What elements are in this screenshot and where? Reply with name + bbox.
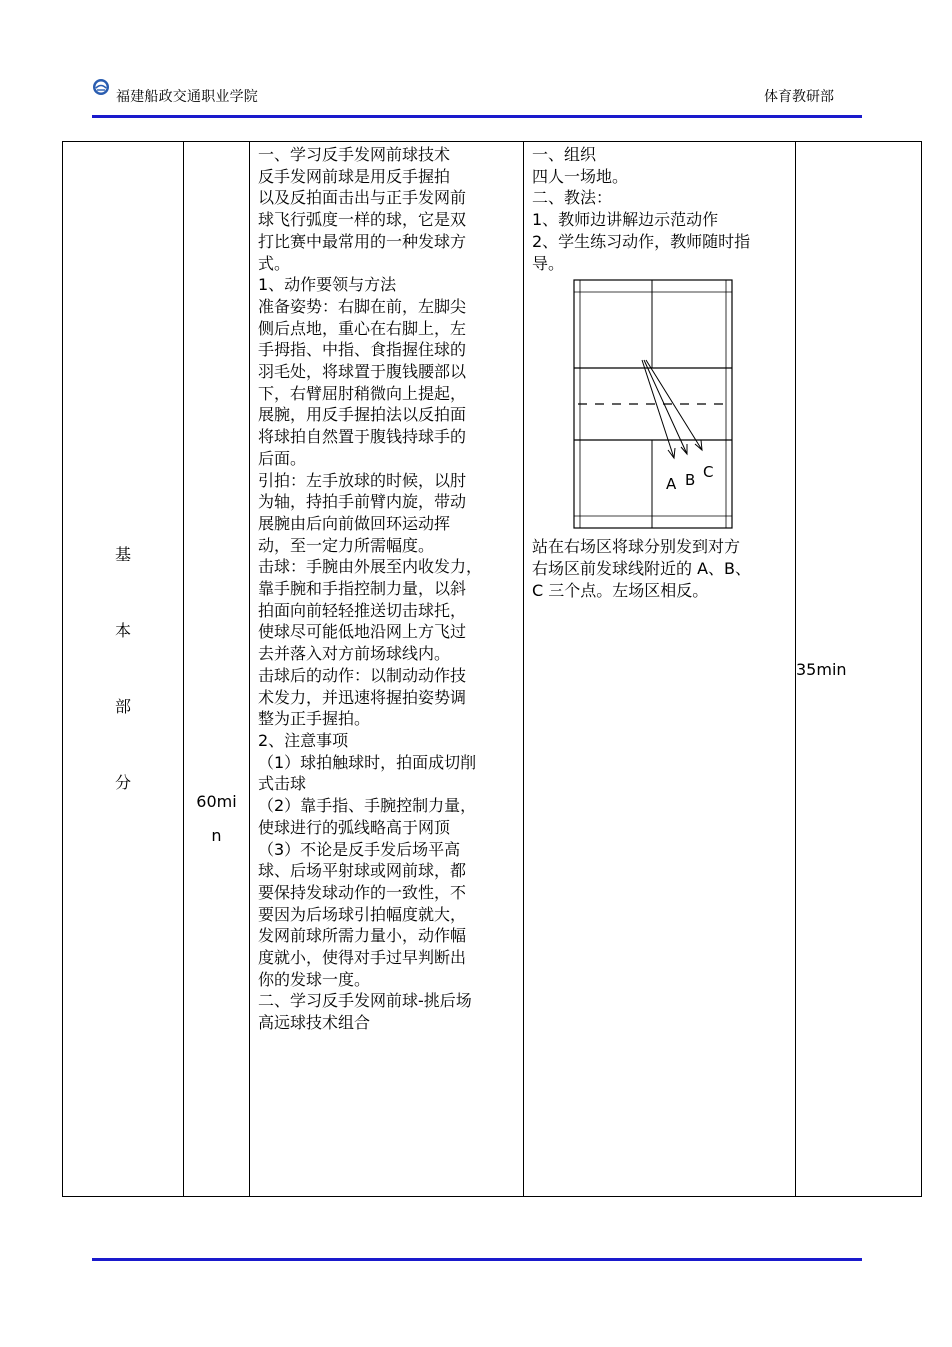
content-line: 使球尽可能低地沿网上方飞过 <box>258 622 467 642</box>
content-line: 动，至一定力所需幅度。 <box>258 535 435 555</box>
content-line: 一、学习反手发网前球技术 <box>258 145 451 164</box>
content-cell <box>250 142 524 1197</box>
section-char: 分 <box>114 773 131 792</box>
content-line: 术发力，并迅速将握拍姿势调 <box>258 687 467 707</box>
point-label-c: C <box>703 463 714 482</box>
content-line: 后面。 <box>258 448 307 468</box>
content-line: 2、注意事项 <box>258 730 349 750</box>
diagram-note-line: 右场区前发球线附近的 A、B、 <box>532 558 752 578</box>
content-line: 准备姿势：右脚在前，左脚尖 <box>258 296 467 316</box>
content-line: 为轴，持拍手前臂内旋，带动 <box>258 492 467 512</box>
method-line: 导。 <box>532 253 565 273</box>
content-line: 高远球技术组合 <box>258 1013 371 1033</box>
content-line: 击球：手腕由外展至内收发力， <box>258 557 483 577</box>
duration-cell <box>184 142 250 1197</box>
method-lines <box>532 144 789 274</box>
content-line: 去并落入对方前场球线内。 <box>258 644 451 664</box>
duration-line: 60mi <box>196 792 237 811</box>
content-line: 手拇指、中指、食指握住球的 <box>258 340 467 360</box>
subtotal-cell <box>796 142 922 1197</box>
content-line: 羽毛处，将球置于腹钱腰部以 <box>258 362 467 382</box>
badminton-court-diagram <box>532 274 790 536</box>
content-line: 靠手腕和手指控制力量，以斜 <box>258 579 467 599</box>
content-line: 整为正手握拍。 <box>258 709 371 729</box>
duration-line: n <box>211 826 222 845</box>
content-line: 拍面向前轻轻推送切击球托， <box>258 600 467 620</box>
content-text <box>250 142 523 1034</box>
school-logo-icon <box>92 78 110 96</box>
content-line: 式。 <box>258 253 291 273</box>
content-line: 反手发网前球是用反手握拍 <box>258 166 451 186</box>
section-char: 基 <box>114 545 131 564</box>
content-line: 球飞行弧度一样的球，它是双 <box>258 210 467 230</box>
section-char: 部 <box>114 697 131 716</box>
method-text <box>524 142 795 601</box>
content-line: 你的发球一度。 <box>258 969 371 989</box>
point-label-a: A <box>666 475 677 494</box>
method-line: 二、教法： <box>532 188 613 208</box>
lesson-plan-table <box>62 141 922 1197</box>
method-cell <box>524 142 796 1197</box>
content-line: 式击球 <box>258 774 307 794</box>
content-line: 以及反拍面击出与正手发网前 <box>258 188 467 208</box>
court-diagram-wrap <box>532 274 789 536</box>
content-line: 球、后场平射球或网前球，都 <box>258 861 467 881</box>
content-line: （2）靠手指、手腕控制力量， <box>258 796 477 816</box>
page-header <box>92 76 862 116</box>
content-line: 引拍：左手放球的时候，以肘 <box>258 470 467 490</box>
content-line: 度就小，使得对手过早判断出 <box>258 948 467 968</box>
content-line: 1、动作要领与方法 <box>258 275 397 295</box>
content-line: 展腕由后向前做回环运动挥 <box>258 513 451 533</box>
diagram-note-line: 站在右场区将球分别发到对方 <box>532 537 741 557</box>
school-name: 福建船政交通职业学院 <box>116 89 258 105</box>
section-label <box>63 142 183 1196</box>
content-line: （3）不论是反手发后场平高 <box>258 839 461 859</box>
duration-text <box>184 785 249 853</box>
method-line: 一、组织 <box>532 145 597 164</box>
content-line: 展腕，用反手握拍法以反拍面 <box>258 405 467 425</box>
content-line: 击球后的动作：以制动动作技 <box>258 665 467 685</box>
footer-divider <box>92 1258 862 1261</box>
header-divider <box>92 115 862 118</box>
department-name: 体育教研部 <box>764 89 834 105</box>
content-line: 下，右臂屈肘稍微向上提起， <box>258 383 467 403</box>
content-line: 二、学习反手发网前球-挑后场 <box>258 991 472 1011</box>
content-line: （1）球拍触球时，拍面成切削 <box>258 752 477 772</box>
point-label-b: B <box>685 471 696 490</box>
method-line: 四人一场地。 <box>532 166 629 186</box>
method-line: 2、学生练习动作，教师随时指 <box>532 231 751 251</box>
subtotal-time: 35min <box>796 659 847 679</box>
diagram-note-line: C 三个点。左场区相反。 <box>532 580 709 600</box>
diagram-note <box>532 536 789 601</box>
content-line: 将球拍自然置于腹钱持球手的 <box>258 427 467 447</box>
content-line: 打比赛中最常用的一种发球方 <box>258 231 467 251</box>
table-row <box>63 142 922 1197</box>
content-line: 侧后点地，重心在右脚上，左 <box>258 318 467 338</box>
content-line: 要保持发球动作的一致性，不 <box>258 882 467 902</box>
content-line: 发网前球所需力量小，动作幅 <box>258 926 467 946</box>
content-line: 使球进行的弧线略高于网顶 <box>258 817 451 837</box>
section-cell <box>63 142 184 1197</box>
method-line: 1、教师边讲解边示范动作 <box>532 210 719 230</box>
content-line: 要因为后场球引拍幅度就大， <box>258 904 467 924</box>
section-char: 本 <box>114 621 131 640</box>
